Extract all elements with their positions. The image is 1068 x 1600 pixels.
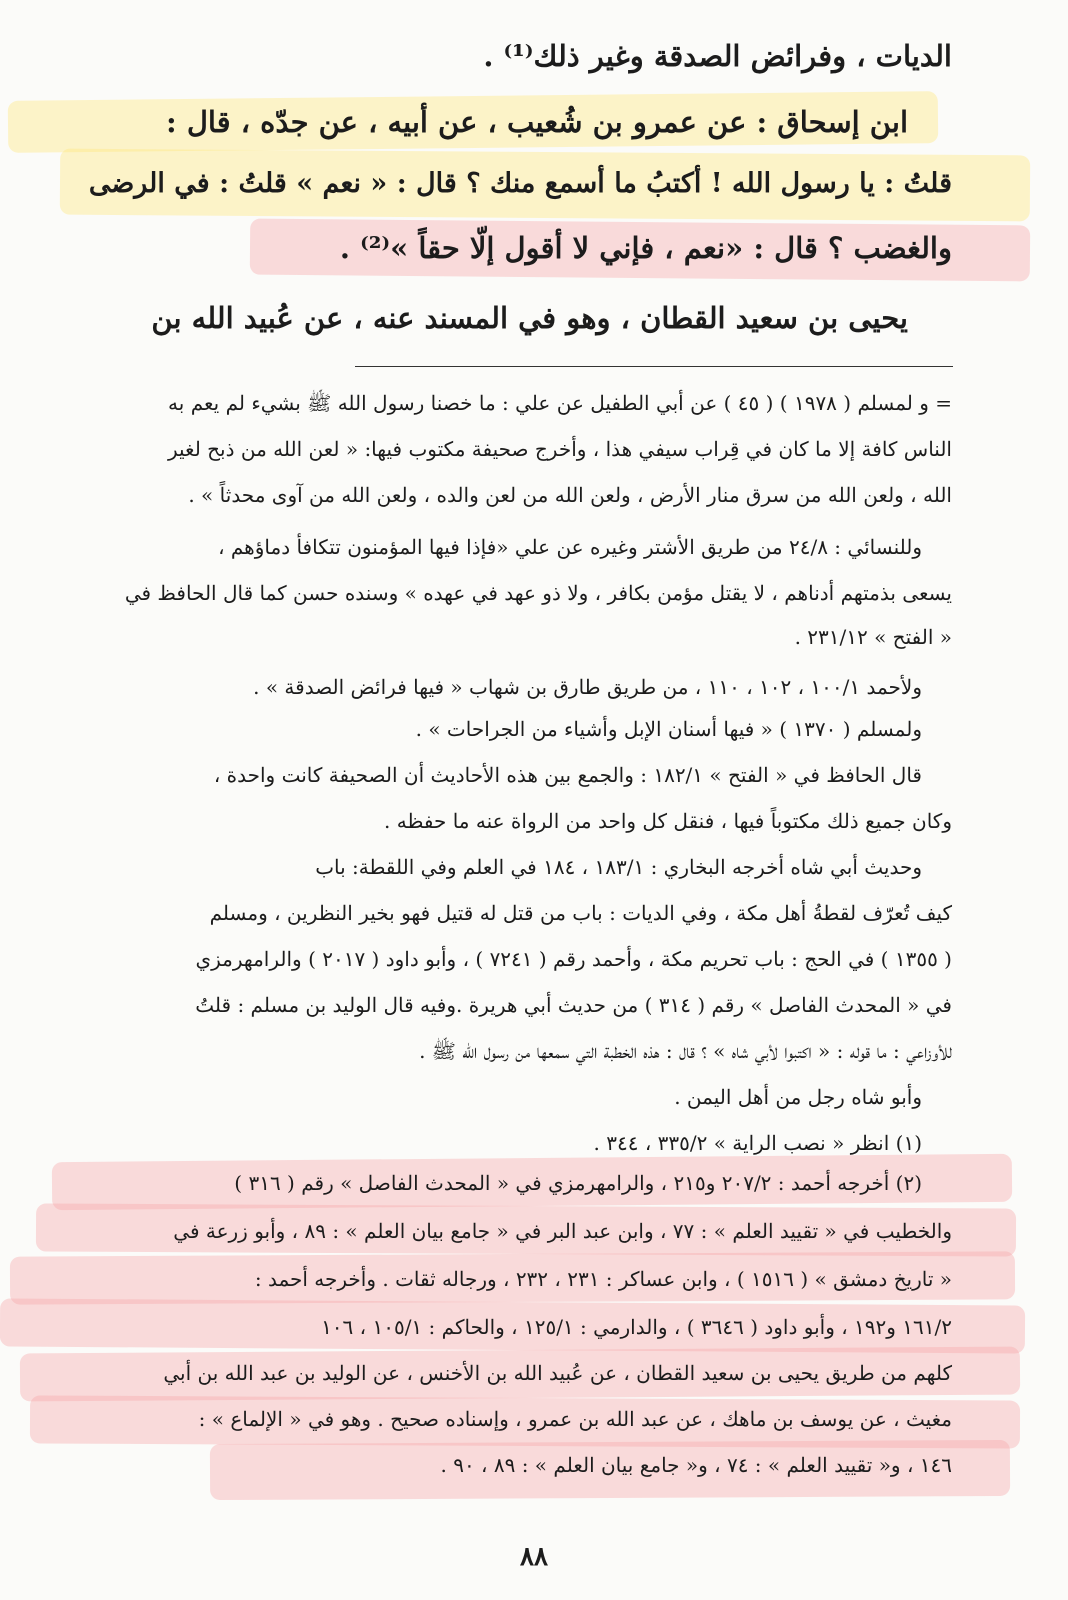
footnote-line-24: ١٤٦ ، و« تقييد العلم » : ٧٤ ، و« جامع بيان العلم » : ٨٩ ، ٩٠ .	[440, 1453, 952, 1477]
footnote-line-1: = و لمسلم ( ١٩٧٨ ) ( ٤٥ ) عن أبي الطفيل عن علي : ما خصنا رسول الله ﷺ بشيء لم يعم به	[168, 391, 952, 415]
main-text-line-4: والغضب ؟ قال : «نعم ، فإني لا أقول إلّا حقاً »⁽²⁾ .	[339, 231, 952, 265]
footnote-line-4: وللنسائي : ٢٤/٨ من طريق الأشتر وغيره عن علي «فإذا فيها المؤمنون تتكافأ دماؤهم ،	[218, 535, 922, 559]
footnote-line-12: كيف تُعرّف لقطةُ أهل مكة ، وفي الديات : باب من قتل له قتيل فهو بخير النظرين ، ومسلم	[209, 901, 952, 925]
footnote-line-19: والخطيب في « تقييد العلم » : ٧٧ ، وابن عبد البر في « جامع بيان العلم » : ٨٩ ، وأبو زرعة في	[173, 1219, 952, 1243]
footnote-line-23: مغيث ، عن يوسف بن ماهك ، عن عبد الله بن عمرو ، وإسناده صحيح . وهو في « الإلماع » :	[198, 1407, 952, 1431]
footnote-line-7: ولأحمد ١٠٠/١ ، ١٠٢ ، ١١٠ ، من طريق طارق بن شهاب « فيها فرائض الصدقة » .	[253, 675, 922, 699]
footnote-line-14: في « المحدث الفاصل » رقم ( ٣١٤ ) من حديث أبي هريرة .وفيه قال الوليد بن مسلم : قلتُ	[195, 993, 952, 1017]
main-text-line-5: يحيى بن سعيد القطان ، وهو في المسند عنه ، عن عُبيد الله بن	[151, 301, 908, 335]
footnote-line-18: (٢) أخرجه أحمد : ٢٠٧/٢ و٢١٥ ، والرامهرمزي في « المحدث الفاصل » رقم ( ٣١٦ )	[234, 1171, 922, 1195]
footnote-line-21: ١٦١/٢ و١٩٢ ، وأبو داود ( ٣٦٤٦ ) ، والدارمي : ١٢٥/١ ، والحاكم : ١٠٥/١ ، ١٠٦	[321, 1315, 952, 1339]
footnote-line-20: « تاريخ دمشق » ( ١٥١٦ ) ، وابن عساكر : ٢٣١ ، ٢٣٢ ، ورجاله ثقات . وأخرجه أحمد :	[254, 1267, 952, 1291]
footnote-line-5: يسعى بذمتهم أدناهم ، لا يقتل مؤمن بكافر ، ولا ذو عهد في عهده » وسنده حسن كما قال الحافظ في	[124, 581, 952, 605]
footnote-line-8: ولمسلم ( ١٣٧٠ ) « فيها أسنان الإبل وأشياء من الجراحات » .	[415, 717, 922, 741]
footnote-line-15: للأوزاعي : ما قوله : « اكتبوا لأبي شاه » ؟ قال : هذه الخطبة التي سمعها من رسول الله ﷺ .	[419, 1039, 952, 1063]
footnote-line-6: « الفتح » ٢٣١/١٢ .	[794, 625, 952, 649]
main-text-line-1: الديات ، وفرائض الصدقة وغير ذلك⁽¹⁾ .	[483, 39, 952, 73]
footnote-line-22: كلهم من طريق يحيى بن سعيد القطان ، عن عُبيد الله بن الأخنس ، عن الوليد بن عبد الله بن أبي	[163, 1361, 952, 1385]
footnote-line-17: (١) انظر « نصب الراية » ٣٣٥/٢ ، ٣٤٤ .	[593, 1131, 922, 1155]
footnote-line-3: الله ، ولعن الله من سرق منار الأرض ، ولعن الله من لعن والده ، ولعن الله من آوى محدثاً » .	[188, 483, 952, 507]
footnote-line-10: وكان جميع ذلك مكتوباً فيها ، فنقل كل واحد من الرواة عنه ما حفظه .	[384, 809, 952, 833]
page-number: ٨٨	[520, 1542, 548, 1572]
main-text-line-3: قلتُ : يا رسول الله ! أكتبُ ما أسمع منك ؟ قال : « نعم » قلتُ : في الرضى	[88, 168, 952, 199]
footnote-line-13: ( ١٣٥٥ ) في الحج : باب تحريم مكة ، وأحمد رقم ( ٧٢٤١ ) ، وأبو داود ( ٢٠١٧ ) والرامهرمزي	[195, 947, 952, 971]
footnote-separator	[355, 366, 953, 367]
footnote-line-16: وأبو شاه رجل من أهل اليمن .	[674, 1085, 922, 1109]
footnote-line-9: قال الحافظ في « الفتح » ١٨٢/١ : والجمع بين هذه الأحاديث أن الصحيفة كانت واحدة ،	[213, 763, 922, 787]
main-text-line-2: ابن إسحاق : عن عمرو بن شُعيب ، عن أبيه ، عن جدّه ، قال :	[166, 105, 908, 139]
footnote-line-11: وحديث أبي شاه أخرجه البخاري : ١٨٣/١ ، ١٨٤ في العلم وفي اللقطة: باب	[315, 855, 922, 879]
footnote-line-2: الناس كافة إلا ما كان في قِراب سيفي هذا ، وأخرج صحيفة مكتوب فيها: « لعن الله من ذبح لغير	[167, 437, 952, 461]
